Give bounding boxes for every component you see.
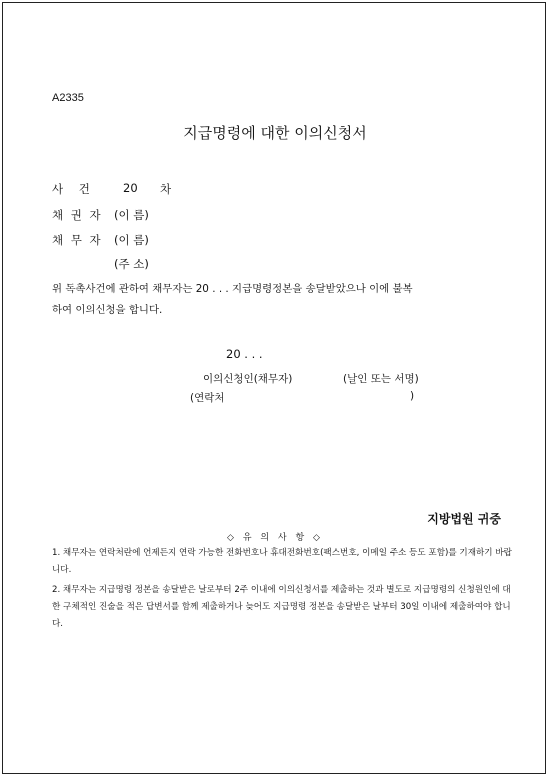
contact-close: )	[410, 390, 415, 402]
court-name: 지방법원 귀중	[427, 512, 501, 526]
debtor-address-label: (주 소)	[114, 257, 149, 271]
body-line-2: 하여 이의신청을 합니다.	[52, 304, 163, 316]
document-border	[2, 2, 546, 774]
form-code: A2335	[52, 92, 84, 104]
document-title: 지급명령에 대한 이의신청서	[183, 124, 367, 142]
filing-date: 20 . . .	[226, 347, 263, 361]
body-line-1: 위 독촉사건에 관하여 채무자는 20 . . . 지급명령정본을 송달받았으나 이에 불복	[52, 283, 413, 295]
case-suffix: 차	[160, 182, 172, 196]
notice-item-1: 1. 채무자는 연락처란에 언제든지 연락 가능한 전화번호나 휴대전화번호(팩스번호, 이메일 주소 등도 포함)를 기재하기 바랍니다.	[52, 548, 512, 575]
case-label: 사 건	[52, 182, 96, 196]
creditor-label: 채 권 자	[52, 208, 103, 222]
debtor-name-label: (이 름)	[114, 233, 149, 247]
applicant-label: 이의신청인(채무자)	[203, 373, 293, 385]
debtor-label: 채 무 자	[52, 233, 103, 247]
notice-item-2: 2. 채무자는 지급명령 정본을 송달받은 날로부터 2주 이내에 이의신청서를 제출하는 것과 별도로 지급명령의 신청원인에 대한 구체적인 진술을 적은 답변서를 함께 제출하거나 늦어도 지급명령 정본을 송달받은 날부터 30일 이내에 제출하여야 합니다.	[52, 585, 511, 629]
case-year: 20	[123, 181, 138, 195]
creditor-name-label: (이 름)	[114, 208, 149, 222]
contact-label: (연락처	[190, 392, 225, 404]
seal-label: (날인 또는 서명)	[343, 373, 419, 385]
notice-title: ◇ 유 의 사 항 ◇	[227, 533, 323, 543]
